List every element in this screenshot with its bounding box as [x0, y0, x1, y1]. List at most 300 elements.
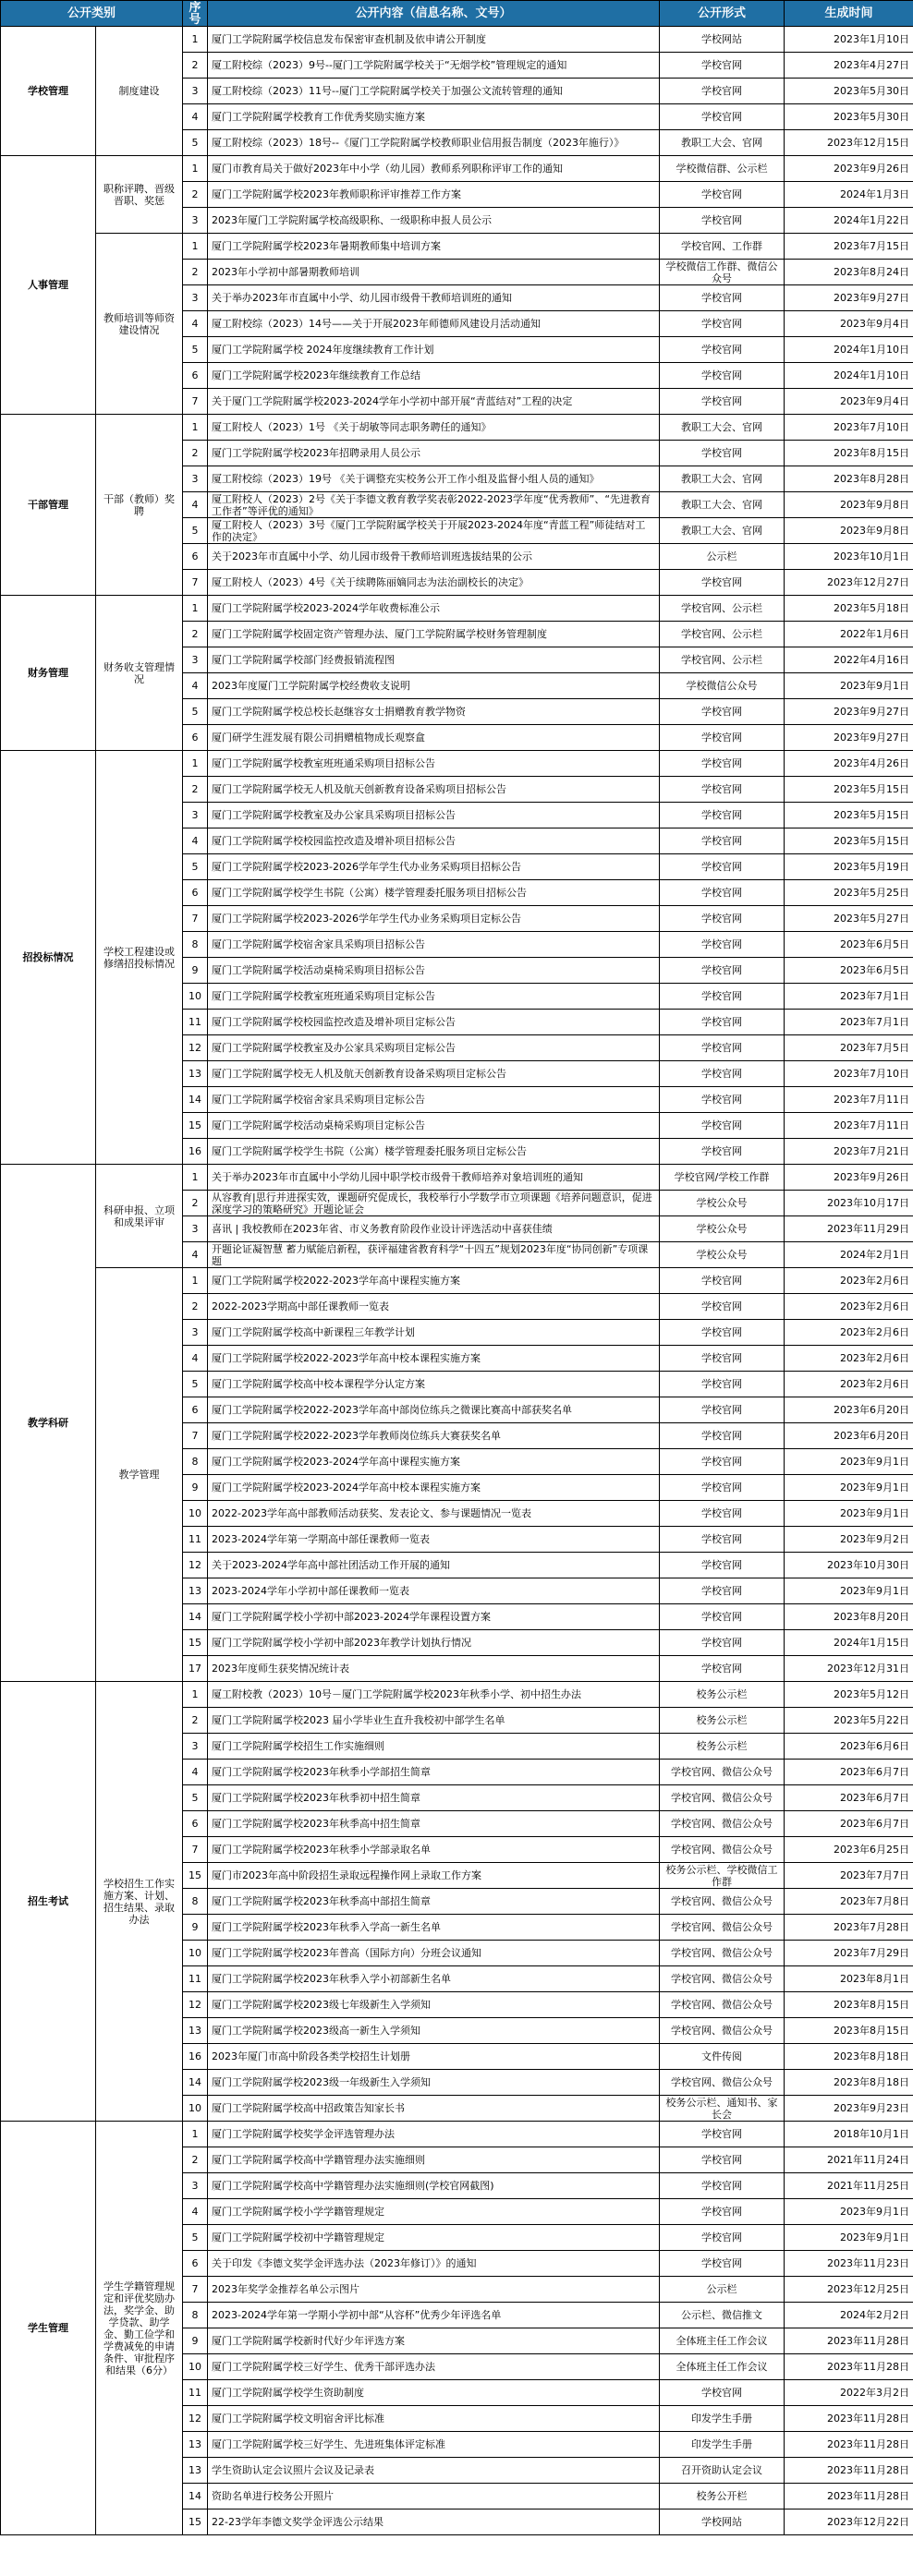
- seq-cell: 3: [183, 466, 208, 492]
- date-cell: 2024年1月22日: [785, 208, 913, 234]
- content-cell: 厦工附校综（2023）19号 《关于调整充实校务公开工作小组及监督小组人员的通知》: [208, 466, 660, 492]
- date-cell: 2023年9月27日: [785, 285, 913, 311]
- seq-cell: 4: [183, 1346, 208, 1372]
- seq-cell: 3: [183, 1216, 208, 1242]
- date-cell: 2023年9月4日: [785, 389, 913, 415]
- seq-cell: 7: [183, 2277, 208, 2303]
- seq-cell: 8: [183, 1889, 208, 1915]
- form-cell: 学校官网、公示栏: [660, 622, 785, 647]
- seq-cell: 5: [183, 1372, 208, 1397]
- date-cell: 2023年6月6日: [785, 1734, 913, 1760]
- seq-cell: 8: [183, 2303, 208, 2328]
- content-cell: 2023年度师生获奖情况统计表: [208, 1656, 660, 1682]
- date-cell: 2023年5月15日: [785, 828, 913, 854]
- form-cell: 学校官网、微信公众号: [660, 1760, 785, 1785]
- content-cell: 厦门工学院附属学校招生工作实施细则: [208, 1734, 660, 1760]
- date-cell: 2023年7月1日: [785, 1010, 913, 1035]
- date-cell: 2023年9月8日: [785, 492, 913, 518]
- date-cell: 2024年2月1日: [785, 1242, 913, 1268]
- date-cell: 2023年6月20日: [785, 1423, 913, 1449]
- category-cell: 学生管理: [1, 2122, 96, 2535]
- seq-cell: 5: [183, 1785, 208, 1811]
- date-cell: 2023年2月6日: [785, 1320, 913, 1346]
- form-cell: 学校官网: [660, 932, 785, 958]
- date-cell: 2023年6月20日: [785, 1397, 913, 1423]
- date-cell: 2024年2月2日: [785, 2303, 913, 2328]
- content-cell: 厦门工学院附属学校无人机及航天创新教育设备采购项目定标公告: [208, 1061, 660, 1087]
- date-cell: 2023年5月22日: [785, 1708, 913, 1734]
- seq-cell: 14: [183, 2484, 208, 2509]
- seq-cell: 15: [183, 1630, 208, 1656]
- seq-cell: 1: [183, 415, 208, 441]
- content-cell: 厦门工学院附属学校2023年秋季高中招生简章: [208, 1811, 660, 1837]
- form-cell: 学校官网: [660, 441, 785, 466]
- date-cell: 2023年9月1日: [785, 1449, 913, 1475]
- content-cell: 厦门工学院附属学校校园监控改造及增补项目定标公告: [208, 1010, 660, 1035]
- content-cell: 2023-2024学年小学初中部任课教师一览表: [208, 1578, 660, 1604]
- seq-cell: 2: [183, 2147, 208, 2173]
- content-cell: 厦门工学院附属学校2022-2023学年高中部岗位练兵之微课比赛高中部获奖名单: [208, 1397, 660, 1423]
- date-cell: 2023年12月27日: [785, 570, 913, 596]
- content-cell: 关于举办2023年市直属中小学、幼儿园市级骨干教师培训班的通知: [208, 285, 660, 311]
- content-cell: 厦门工学院附属学校教室班班通采购项目定标公告: [208, 984, 660, 1010]
- form-cell: 学校官网: [660, 182, 785, 208]
- seq-cell: 10: [183, 2354, 208, 2380]
- seq-cell: 1: [183, 1165, 208, 1191]
- seq-cell: 7: [183, 570, 208, 596]
- date-cell: 2021年11月24日: [785, 2147, 913, 2173]
- date-cell: 2023年2月6日: [785, 1372, 913, 1397]
- form-cell: 学校官网: [660, 363, 785, 389]
- form-cell: 学校官网: [660, 854, 785, 880]
- date-cell: 2023年8月15日: [785, 2018, 913, 2044]
- table-body: [1, 27, 913, 2535]
- seq-cell: 13: [183, 1578, 208, 1604]
- form-cell: 学校官网: [660, 1630, 785, 1656]
- seq-cell: 5: [183, 2225, 208, 2251]
- date-cell: 2023年6月7日: [785, 1811, 913, 1837]
- content-cell: 厦门工学院附属学校2023-2026学年学生代办业务采购项目招标公告: [208, 854, 660, 880]
- form-cell: 学校官网: [660, 1578, 785, 1604]
- form-cell: 校务公示栏: [660, 1734, 785, 1760]
- date-cell: 2023年7月1日: [785, 984, 913, 1010]
- date-cell: 2024年1月3日: [785, 182, 913, 208]
- date-cell: 2023年2月6日: [785, 1294, 913, 1320]
- date-cell: 2023年5月15日: [785, 777, 913, 803]
- form-cell: 学校官网: [660, 2199, 785, 2225]
- seq-cell: 11: [183, 1966, 208, 1992]
- category-cell: 财务管理: [1, 596, 96, 751]
- header-seq: 序号: [183, 1, 208, 27]
- date-cell: 2023年8月20日: [785, 1604, 913, 1630]
- category-cell: 学校管理: [1, 27, 96, 156]
- category-cell: 人事管理: [1, 156, 96, 415]
- content-cell: 厦门工学院附属学校高中新课程三年教学计划: [208, 1320, 660, 1346]
- seq-cell: 5: [183, 518, 208, 544]
- form-cell: 全体班主任工作会议: [660, 2328, 785, 2354]
- seq-cell: 2: [183, 1708, 208, 1734]
- seq-cell: 3: [183, 208, 208, 234]
- subcategory-cell: 财务收支管理情况: [96, 596, 183, 751]
- form-cell: 学校官网、公示栏: [660, 596, 785, 622]
- content-cell: 2022-2023学期高中部任课教师一览表: [208, 1294, 660, 1320]
- content-cell: 厦门工学院附属学校小学学籍管理规定: [208, 2199, 660, 2225]
- seq-cell: 5: [183, 337, 208, 363]
- seq-cell: 12: [183, 1035, 208, 1061]
- form-cell: 学校官网: [660, 699, 785, 725]
- date-cell: 2023年11月28日: [785, 2432, 913, 2458]
- content-cell: 厦门工学院附属学校2023-2024学年收费标准公示: [208, 596, 660, 622]
- seq-cell: 5: [183, 699, 208, 725]
- date-cell: 2023年12月25日: [785, 2277, 913, 2303]
- form-cell: 学校官网: [660, 311, 785, 337]
- form-cell: 学校官网: [660, 285, 785, 311]
- date-cell: 2023年8月18日: [785, 2044, 913, 2070]
- date-cell: 2023年11月28日: [785, 2354, 913, 2380]
- content-cell: 厦门工学院附属学校初中学籍管理规定: [208, 2225, 660, 2251]
- date-cell: 2023年9月1日: [785, 2225, 913, 2251]
- seq-cell: 11: [183, 1010, 208, 1035]
- date-cell: 2023年9月8日: [785, 518, 913, 544]
- seq-cell: 3: [183, 803, 208, 828]
- content-cell: 厦门工学院附属学校2023级七年级新生入学须知: [208, 1992, 660, 2018]
- content-cell: 厦门工学院附属学校宿舍家具采购项目招标公告: [208, 932, 660, 958]
- seq-cell: 1: [183, 596, 208, 622]
- date-cell: 2023年4月26日: [785, 751, 913, 777]
- date-cell: 2023年7月10日: [785, 415, 913, 441]
- content-cell: 厦门工学院附属学校活动桌椅采购项目定标公告: [208, 1113, 660, 1139]
- content-cell: 厦门工学院附属学校部门经费报销流程图: [208, 647, 660, 673]
- form-cell: 学校官网、公示栏: [660, 647, 785, 673]
- form-cell: 学校官网、微信公众号: [660, 1837, 785, 1863]
- date-cell: 2023年9月1日: [785, 1475, 913, 1501]
- content-cell: 厦工附校综（2023）11号--厦门工学院附属学校关于加强公文流转管理的通知: [208, 79, 660, 104]
- form-cell: 学校官网: [660, 1501, 785, 1527]
- seq-cell: 8: [183, 932, 208, 958]
- content-cell: 2023年厦门工学院附属学校高级职称、一级职称申报人员公示: [208, 208, 660, 234]
- date-cell: 2021年11月25日: [785, 2173, 913, 2199]
- form-cell: 学校官网: [660, 1087, 785, 1113]
- seq-cell: 2: [183, 622, 208, 647]
- seq-cell: 14: [183, 1087, 208, 1113]
- seq-cell: 4: [183, 104, 208, 130]
- form-cell: 学校官网、微信公众号: [660, 2070, 785, 2096]
- form-cell: 学校官网、微信公众号: [660, 1811, 785, 1837]
- seq-cell: 9: [183, 1475, 208, 1501]
- content-cell: 关于厦门工学院附属学校2023-2024学年小学初中部开展“青蓝结对”工程的决定: [208, 389, 660, 415]
- subcategory-cell: 学生学籍管理规定和评优奖励办法，奖学金、助学贷款、助学金、勤工俭学和学费减免的申请条件、审批程序和结果（6分）: [96, 2122, 183, 2535]
- content-cell: 厦门工学院附属学校2023年秋季小学部招生简章: [208, 1760, 660, 1785]
- seq-cell: 10: [183, 2096, 208, 2122]
- form-cell: 学校官网: [660, 1320, 785, 1346]
- form-cell: 教职工大会、官网: [660, 130, 785, 156]
- date-cell: 2023年11月23日: [785, 2251, 913, 2277]
- date-cell: 2023年4月27日: [785, 53, 913, 79]
- seq-cell: 17: [183, 1656, 208, 1682]
- content-cell: 厦工附校人（2023）4号《关于续聘陈丽嫡同志为法治副校长的决定》: [208, 570, 660, 596]
- date-cell: 2023年2月6日: [785, 1346, 913, 1372]
- seq-cell: 5: [183, 130, 208, 156]
- seq-cell: 5: [183, 854, 208, 880]
- seq-cell: 13: [183, 2432, 208, 2458]
- date-cell: 2023年7月8日: [785, 1889, 913, 1915]
- header-category: 公开类别: [1, 1, 183, 27]
- content-cell: 关于印发《李德文奖学金评选办法（2023年修订）》的通知: [208, 2251, 660, 2277]
- content-cell: 厦门工学院附属学校2023 届小学毕业生直升我校初中部学生名单: [208, 1708, 660, 1734]
- seq-cell: 2: [183, 1191, 208, 1216]
- form-cell: 学校官网、微信公众号: [660, 1992, 785, 2018]
- seq-cell: 15: [183, 2509, 208, 2535]
- form-cell: 教职工大会、官网: [660, 466, 785, 492]
- form-cell: 文件传阅: [660, 2044, 785, 2070]
- date-cell: 2023年9月2日: [785, 1527, 913, 1553]
- date-cell: 2018年10月1日: [785, 2122, 913, 2147]
- date-cell: 2024年1月15日: [785, 1630, 913, 1656]
- date-cell: 2023年5月30日: [785, 104, 913, 130]
- content-cell: 厦门工学院附属学校高中学籍管理办法实施细则(学校官网截图): [208, 2173, 660, 2199]
- seq-cell: 7: [183, 389, 208, 415]
- date-cell: 2023年5月27日: [785, 906, 913, 932]
- date-cell: 2023年10月1日: [785, 544, 913, 570]
- form-cell: 印发学生手册: [660, 2406, 785, 2432]
- content-cell: 厦门工学院附属学校2023年秋季高中部招生简章: [208, 1889, 660, 1915]
- form-cell: 学校官网: [660, 1061, 785, 1087]
- content-cell: 厦门工学院附属学校2023年秋季小学部录取名单: [208, 1837, 660, 1863]
- date-cell: 2023年7月11日: [785, 1113, 913, 1139]
- form-cell: 学校官网: [660, 1397, 785, 1423]
- date-cell: 2023年9月26日: [785, 156, 913, 182]
- date-cell: 2023年5月18日: [785, 596, 913, 622]
- content-cell: 厦门工学院附属学校高中招政策告知家长书: [208, 2096, 660, 2122]
- form-cell: 学校官网、微信公众号: [660, 1915, 785, 1941]
- content-cell: 2023-2024学年第一学期高中部任课教师一览表: [208, 1527, 660, 1553]
- form-cell: 学校公众号: [660, 1216, 785, 1242]
- content-cell: 厦工附校教（2023）10号－厦门工学院附属学校2023年秋季小学、初中招生办法: [208, 1682, 660, 1708]
- form-cell: 学校官网: [660, 880, 785, 906]
- subcategory-cell: 制度建设: [96, 27, 183, 156]
- form-cell: 学校官网、微信公众号: [660, 2018, 785, 2044]
- date-cell: 2023年7月11日: [785, 1087, 913, 1113]
- seq-cell: 7: [183, 1837, 208, 1863]
- date-cell: 2023年8月28日: [785, 466, 913, 492]
- seq-cell: 12: [183, 1553, 208, 1578]
- form-cell: 学校官网: [660, 570, 785, 596]
- form-cell: 学校微信群、公示栏: [660, 156, 785, 182]
- form-cell: 学校官网: [660, 1475, 785, 1501]
- content-cell: 学生资助认定会议照片会议及记录表: [208, 2458, 660, 2484]
- date-cell: 2023年9月1日: [785, 1578, 913, 1604]
- table-row: [1, 234, 913, 260]
- form-cell: 教职工大会、官网: [660, 415, 785, 441]
- seq-cell: 7: [183, 906, 208, 932]
- seq-cell: 6: [183, 1397, 208, 1423]
- subcategory-cell: 教学管理: [96, 1268, 183, 1682]
- form-cell: 学校官网: [660, 1656, 785, 1682]
- table-row: [1, 415, 913, 441]
- content-cell: 厦门工学院附属学校2022-2023学年高中课程实施方案: [208, 1268, 660, 1294]
- seq-cell: 3: [183, 79, 208, 104]
- form-cell: 学校官网、微信公众号: [660, 1941, 785, 1966]
- content-cell: 2023年小学初中部暑期教师培训: [208, 260, 660, 285]
- form-cell: 学校官网: [660, 1604, 785, 1630]
- date-cell: 2023年5月25日: [785, 880, 913, 906]
- seq-cell: 1: [183, 751, 208, 777]
- seq-cell: 16: [183, 1139, 208, 1165]
- content-cell: 厦门工学院附属学校2023年暑期教师集中培训方案: [208, 234, 660, 260]
- seq-cell: 11: [183, 1527, 208, 1553]
- form-cell: 学校官网: [660, 389, 785, 415]
- seq-cell: 7: [183, 1423, 208, 1449]
- content-cell: 关于举办2023年市直属中小学幼儿园中职学校市级骨干教师培养对象培训班的通知: [208, 1165, 660, 1191]
- form-cell: 学校官网: [660, 751, 785, 777]
- content-cell: 厦门工学院附属学校总校长赵继容女士捐赠教育教学物资: [208, 699, 660, 725]
- form-cell: 印发学生手册: [660, 2432, 785, 2458]
- date-cell: 2023年9月1日: [785, 2199, 913, 2225]
- table-row: [1, 2122, 913, 2147]
- content-cell: 2023年奖学金推荐名单公示图片: [208, 2277, 660, 2303]
- category-cell: 招生考试: [1, 1682, 96, 2122]
- form-cell: 学校网站: [660, 27, 785, 53]
- content-cell: 开题论证凝智慧 蓄力赋能启新程，获评福建省教育科学“十四五”规划2023年度“协同创新”专项课题: [208, 1242, 660, 1268]
- content-cell: 厦门研学生涯发展有限公司捐赠植物成长观察盒: [208, 725, 660, 751]
- date-cell: 2023年6月25日: [785, 1837, 913, 1863]
- table-row: [1, 751, 913, 777]
- content-cell: 厦门工学院附属学校文明宿舍评比标准: [208, 2406, 660, 2432]
- seq-cell: 1: [183, 1268, 208, 1294]
- category-cell: 招投标情况: [1, 751, 96, 1165]
- subcategory-cell: 学校工程建设或修缮招投标情况: [96, 751, 183, 1165]
- content-cell: 厦门工学院附属学校2023-2024学年高中课程实施方案: [208, 1449, 660, 1475]
- form-cell: 学校官网: [660, 725, 785, 751]
- seq-cell: 10: [183, 984, 208, 1010]
- subcategory-cell: 学校招生工作实施方案、计划、招生结果、录取办法: [96, 1682, 183, 2122]
- form-cell: 学校官网、工作群: [660, 234, 785, 260]
- category-cell: 教学科研: [1, 1165, 96, 1682]
- form-cell: 学校官网: [660, 1139, 785, 1165]
- content-cell: 厦门工学院附属学校2023-2024学年高中校本课程实施方案: [208, 1475, 660, 1501]
- content-cell: 厦工附校综（2023）14号——关于开展2023年师德师风建设月活动通知: [208, 311, 660, 337]
- form-cell: 学校官网、微信公众号: [660, 1966, 785, 1992]
- seq-cell: 6: [183, 1811, 208, 1837]
- date-cell: 2023年11月28日: [785, 2484, 913, 2509]
- seq-cell: 3: [183, 1320, 208, 1346]
- seq-cell: 6: [183, 725, 208, 751]
- form-cell: 学校官网: [660, 2380, 785, 2406]
- seq-cell: 4: [183, 1760, 208, 1785]
- content-cell: 厦门工学院附属学校2023年秋季入学高一新生名单: [208, 1915, 660, 1941]
- form-cell: 学校官网、微信公众号: [660, 1785, 785, 1811]
- content-cell: 从容教育|思行并进探实效，课题研究促成长，我校举行小学数学市立项课题《培养问题意识，促进深度学习的策略研究》开题论证会: [208, 1191, 660, 1216]
- date-cell: 2023年6月5日: [785, 958, 913, 984]
- form-cell: 学校官网: [660, 803, 785, 828]
- date-cell: 2023年6月7日: [785, 1760, 913, 1785]
- seq-cell: 4: [183, 311, 208, 337]
- content-cell: 喜讯 | 我校教师在2023年省、市义务教育阶段作业设计评选活动中喜获佳绩: [208, 1216, 660, 1242]
- form-cell: 学校官网: [660, 1527, 785, 1553]
- date-cell: 2023年12月22日: [785, 2509, 913, 2535]
- content-cell: 厦门工学院附属学校奖学金评选管理办法: [208, 2122, 660, 2147]
- date-cell: 2023年12月15日: [785, 130, 913, 156]
- content-cell: 厦工附校综（2023）9号--厦门工学院附属学校关于“无烟学校”管理规定的通知: [208, 53, 660, 79]
- date-cell: 2023年10月30日: [785, 1553, 913, 1578]
- seq-cell: 2: [183, 53, 208, 79]
- content-cell: 关于2023-2024学年高中部社团活动工作开展的通知: [208, 1553, 660, 1578]
- seq-cell: 15: [183, 1113, 208, 1139]
- date-cell: 2023年5月12日: [785, 1682, 913, 1708]
- seq-cell: 10: [183, 1941, 208, 1966]
- content-cell: 厦门工学院附属学校三好学生、优秀干部评选办法: [208, 2354, 660, 2380]
- content-cell: 厦门工学院附属学校2023级一年级新生入学须知: [208, 2070, 660, 2096]
- content-cell: 厦门工学院附属学校高中校本课程学分认定方案: [208, 1372, 660, 1397]
- seq-cell: 14: [183, 2070, 208, 2096]
- content-cell: 2023年度厦门工学院附属学校经费收支说明: [208, 673, 660, 699]
- content-cell: 厦门工学院附属学校学生资助制度: [208, 2380, 660, 2406]
- table-row: [1, 156, 913, 182]
- content-cell: 厦门工学院附属学校2022-2023学年高中校本课程实施方案: [208, 1346, 660, 1372]
- content-cell: 厦门工学院附属学校三好学生、先进班集体评定标准: [208, 2432, 660, 2458]
- content-cell: 厦门工学院附属学校2023年继续教育工作总结: [208, 363, 660, 389]
- content-cell: 厦门工学院附属学校2023年普高（国际方向）分班会议通知: [208, 1941, 660, 1966]
- content-cell: 2022-2023学年高中部教师活动获奖、发表论文、参与课题情况一览表: [208, 1501, 660, 1527]
- content-cell: 厦门工学院附属学校2023年教师职称评审推荐工作方案: [208, 182, 660, 208]
- seq-cell: 2: [183, 777, 208, 803]
- form-cell: 学校官网: [660, 2225, 785, 2251]
- form-cell: 学校官网/学校工作群: [660, 1165, 785, 1191]
- date-cell: 2022年3月2日: [785, 2380, 913, 2406]
- subcategory-cell: 科研申报、立项和成果评审: [96, 1165, 183, 1268]
- date-cell: 2023年11月28日: [785, 2458, 913, 2484]
- date-cell: 2023年7月28日: [785, 1915, 913, 1941]
- seq-cell: 9: [183, 2328, 208, 2354]
- form-cell: 学校官网: [660, 53, 785, 79]
- date-cell: 2023年5月15日: [785, 803, 913, 828]
- form-cell: 学校微信工作群、微信公众号: [660, 260, 785, 285]
- content-cell: 厦门工学院附属学校教室及办公家具采购项目招标公告: [208, 803, 660, 828]
- content-cell: 厦工附校综（2023）18号--《厦门工学院附属学校教师职业信用报告制度（2023年施行）》: [208, 130, 660, 156]
- content-cell: 厦门市教育局关于做好2023年中小学（幼儿园）教师系列职称评审工作的通知: [208, 156, 660, 182]
- form-cell: 学校官网: [660, 1294, 785, 1320]
- date-cell: 2023年7月10日: [785, 1061, 913, 1087]
- form-cell: 召开资助认定会议: [660, 2458, 785, 2484]
- date-cell: 2024年1月10日: [785, 337, 913, 363]
- table-row: [1, 1165, 913, 1191]
- date-cell: 2023年8月1日: [785, 1966, 913, 1992]
- seq-cell: 12: [183, 1992, 208, 2018]
- content-cell: 22-23学年李德文奖学金评选公示结果: [208, 2509, 660, 2535]
- seq-cell: 15: [183, 1863, 208, 1889]
- form-cell: 校务公开栏: [660, 2484, 785, 2509]
- content-cell: 厦门工学院附属学校校园监控改造及增补项目招标公告: [208, 828, 660, 854]
- content-cell: 2023年厦门市高中阶段各类学校招生计划册: [208, 2044, 660, 2070]
- seq-cell: 6: [183, 880, 208, 906]
- form-cell: 校务公示栏: [660, 1708, 785, 1734]
- content-cell: 厦门工学院附属学校小学初中部2023-2024学年课程设置方案: [208, 1604, 660, 1630]
- form-cell: 学校官网: [660, 828, 785, 854]
- form-cell: 学校官网: [660, 1035, 785, 1061]
- date-cell: 2023年9月27日: [785, 725, 913, 751]
- form-cell: 教职工大会、官网: [660, 518, 785, 544]
- date-cell: 2023年7月29日: [785, 1941, 913, 1966]
- content-cell: 厦门工学院附属学校2022-2023学年教师岗位练兵大赛获奖名单: [208, 1423, 660, 1449]
- seq-cell: 8: [183, 1449, 208, 1475]
- seq-cell: 3: [183, 2173, 208, 2199]
- date-cell: 2023年9月23日: [785, 2096, 913, 2122]
- content-cell: 厦门工学院附属学校信息发布保密审查机制及依申请公开制度: [208, 27, 660, 53]
- content-cell: 厦门工学院附属学校无人机及航天创新教育设备采购项目招标公告: [208, 777, 660, 803]
- content-cell: 厦门工学院附属学校小学初中部2023年教学计划执行情况: [208, 1630, 660, 1656]
- form-cell: 全体班主任工作会议: [660, 2354, 785, 2380]
- form-cell: 校务公示栏、学校微信工作群: [660, 1863, 785, 1889]
